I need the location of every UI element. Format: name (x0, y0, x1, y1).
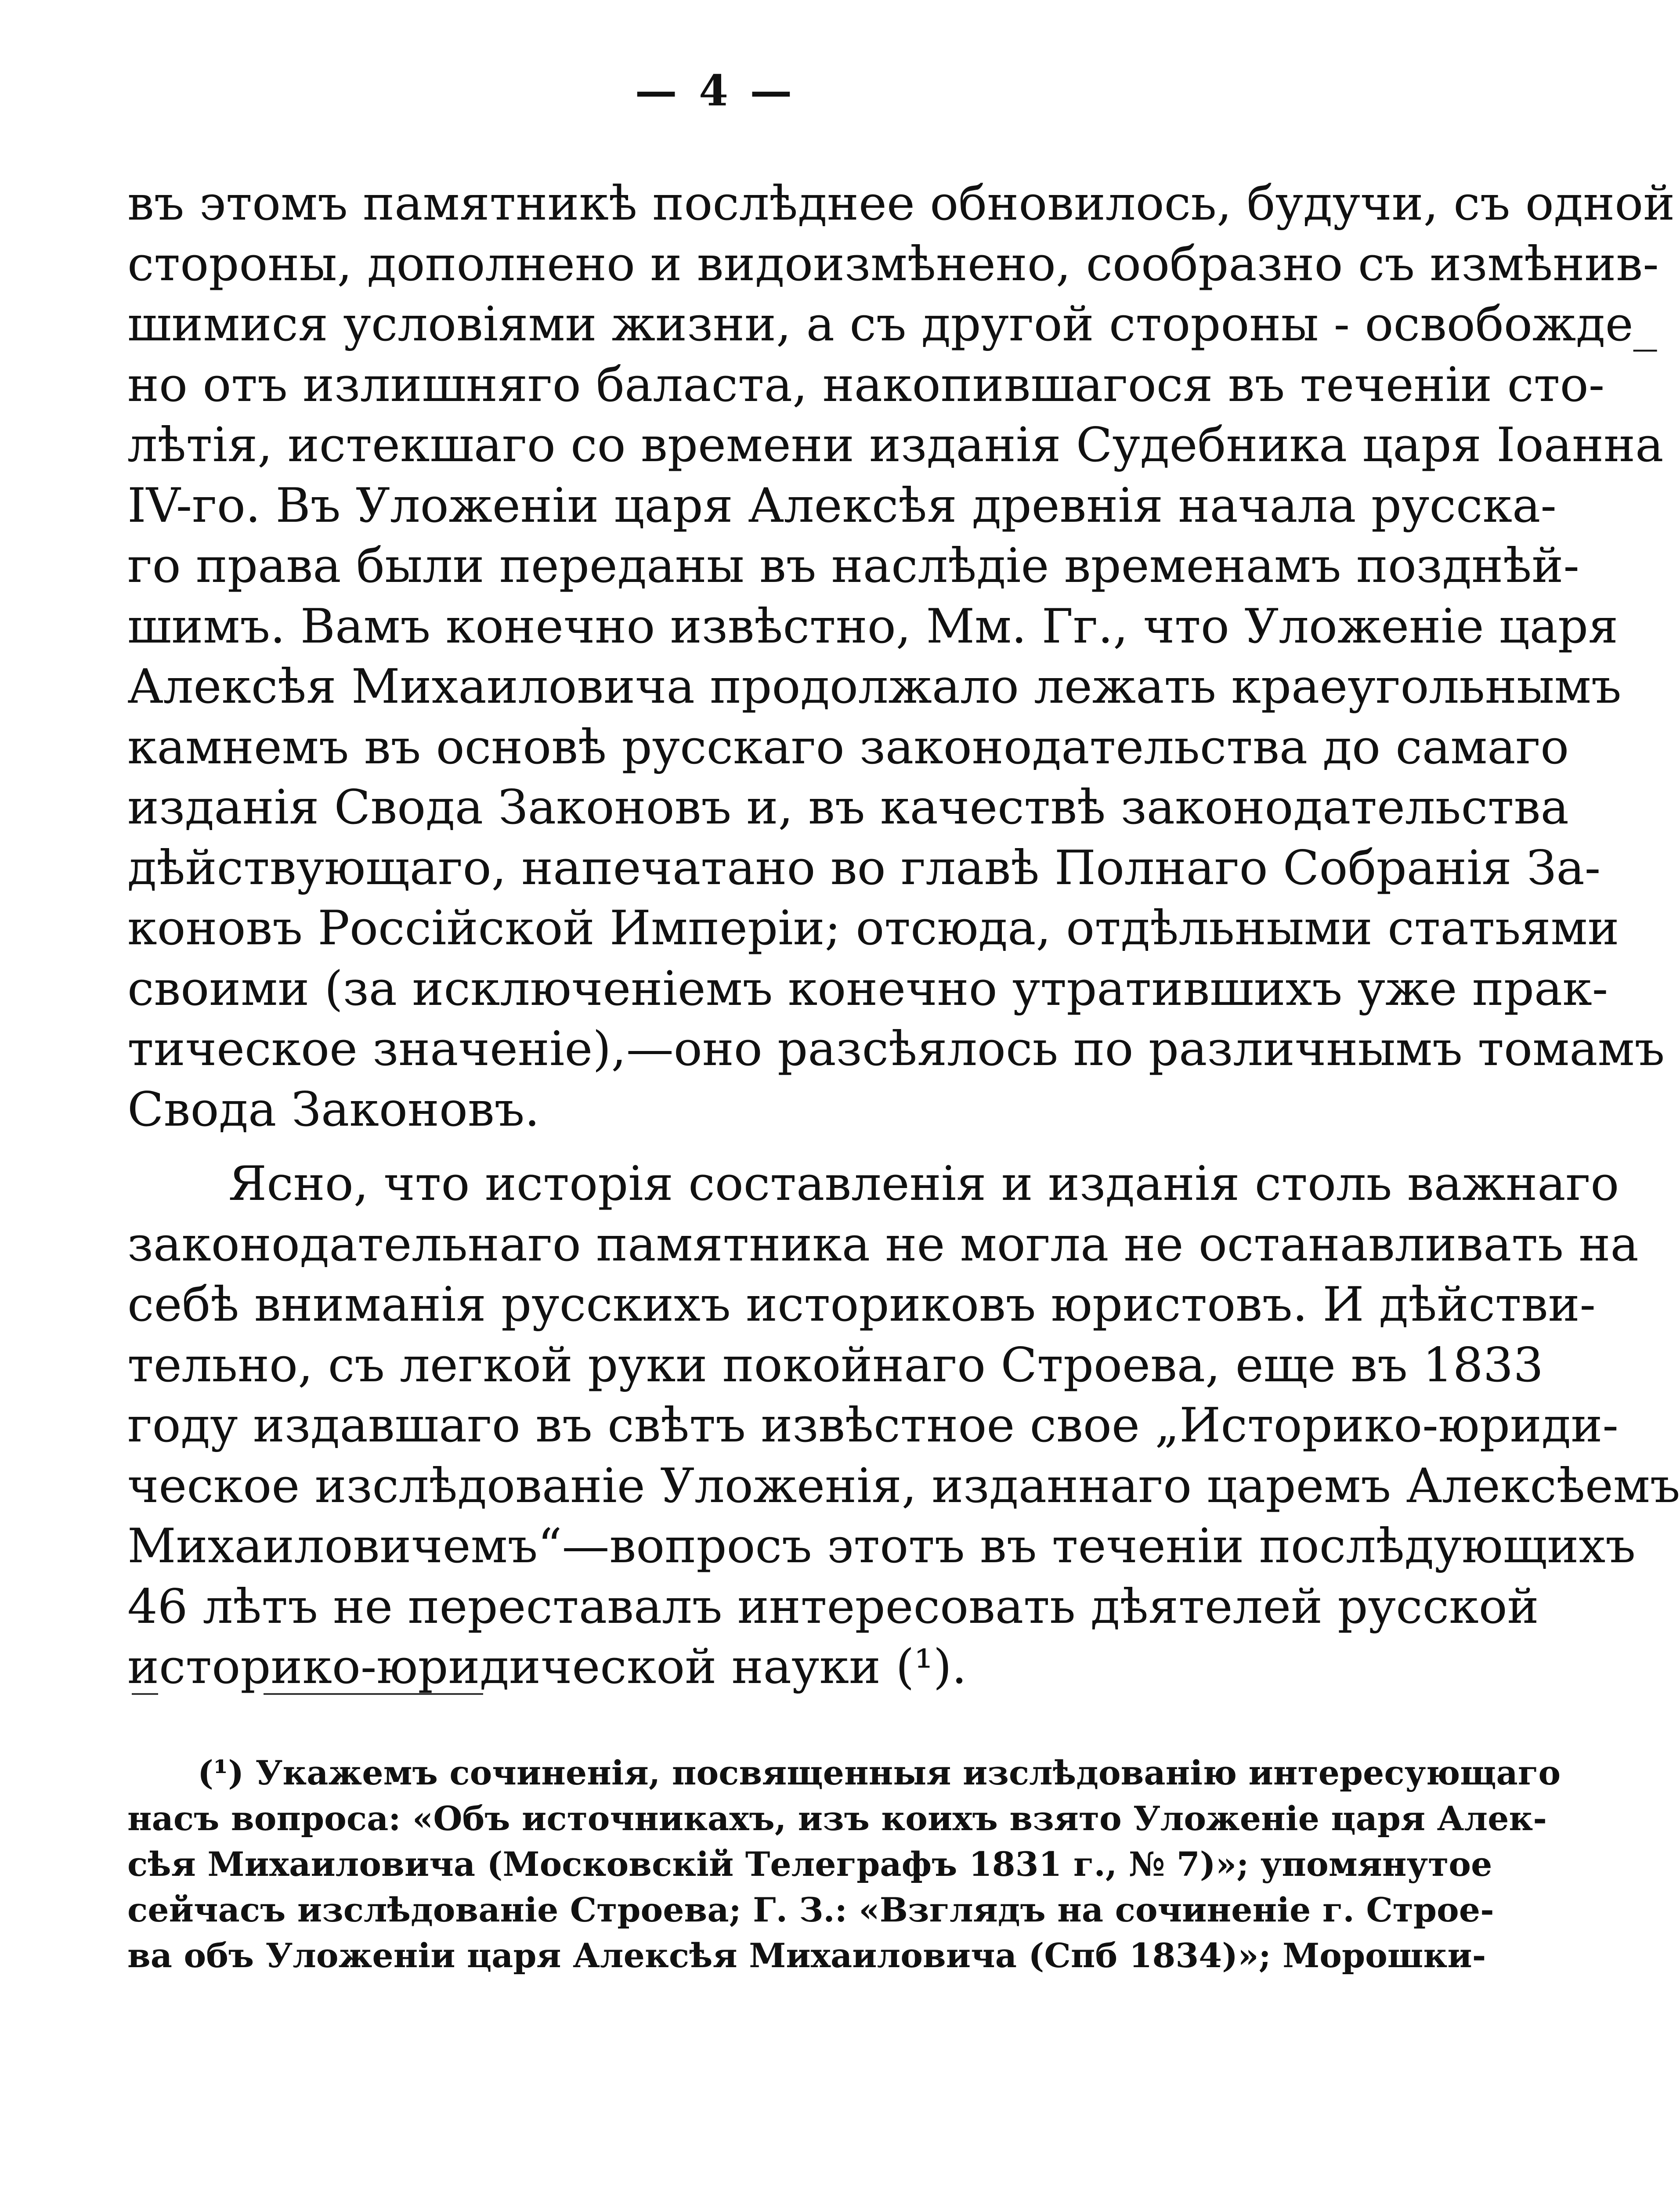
footnote-line: сейчасъ изслѣдованіе Строева; Г. З.: «Взглядъ на сочиненіе г. Строе- (127, 1890, 1494, 1929)
footnote (127, 1750, 1561, 1979)
text-line: шимъ. Вамъ конечно извѣстно, Мм. Гг., что Уложеніе царя (127, 599, 1619, 654)
footnote-line: (¹) Укажемъ сочиненія, посвященныя изслѣдованію интересующаго (198, 1753, 1561, 1792)
text-line: го права были переданы въ наслѣдіе временамъ позднѣй- (127, 538, 1579, 593)
text-line: году издавшаго въ свѣтъ извѣстное свое „Историко-юриди- (127, 1398, 1619, 1453)
text-line: тическое значеніе),—оно разсѣялось по различнымъ томамъ (127, 1022, 1665, 1076)
text-line: камнемъ въ основѣ русскаго законодательства до самаго (127, 719, 1569, 775)
text-line: но отъ излишняго баласта, накопившагося въ теченіи сто- (127, 357, 1605, 412)
footnote-line: насъ вопроса: «Объ источникахъ, изъ коихъ взято Уложеніе царя Алек- (127, 1799, 1547, 1838)
text-line: IV-го. Въ Уложеніи царя Алексѣя древнія начала русска- (127, 478, 1557, 533)
text-line: 46 лѣтъ не переставалъ интересовать дѣятелей русской (127, 1579, 1539, 1634)
footnote-divider (132, 1693, 158, 1695)
text-line: себѣ вниманія русскихъ историковъ юристовъ. И дѣйстви- (127, 1277, 1596, 1332)
text-line: Михаиловичемъ“—вопросъ этотъ въ теченіи послѣдующихъ (127, 1519, 1636, 1574)
text-line: коновъ Россійской Имперіи; отсюда, отдѣльными статьями (127, 901, 1619, 956)
footnote-line: сѣя Михаиловича (Московскій Телеграфъ 1831 г., № 7)»; упомянутое (127, 1845, 1492, 1884)
text-line: дѣйствующаго, напечатано во главѣ Полнаго Собранія За- (127, 840, 1601, 896)
text-line: своими (за исключеніемъ конечно утратившихъ уже прак- (127, 961, 1608, 1016)
text-line: Свода Законовъ. (127, 1082, 540, 1137)
text-line: изданія Свода Законовъ и, въ качествѣ законодательства (127, 780, 1569, 835)
text-line: законодательнаго памятника не могла не останавливать на (127, 1217, 1639, 1272)
text-line: тельно, съ легкой руки покойнаго Строева, еще въ 1833 (127, 1337, 1544, 1393)
text-line: стороны, дополнено и видоизмѣнено, сообразно съ измѣнив- (127, 236, 1659, 292)
footnote-line: ва объ Уложеніи царя Алексѣя Михаиловича (Спб 1834)»; Морошки- (127, 1936, 1486, 1975)
main-text (127, 173, 1680, 1698)
text-line: шимися условіями жизни, а съ другой стороны - освобожде_ (127, 297, 1657, 352)
text-line: Ясно, что исторія составленія и изданія столь важнаго (228, 1156, 1619, 1211)
page-number: — 4 — (635, 66, 796, 116)
text-line: историко-юридической науки (¹). (127, 1640, 967, 1694)
footnote-divider (264, 1693, 483, 1695)
text-line: Алексѣя Михаиловича продолжало лежать краеугольнымъ (127, 659, 1622, 714)
text-line: ческое изслѣдованіе Уложенія, изданнаго царемъ Алексѣемъ (127, 1458, 1680, 1513)
text-line: лѣтія, истекшаго со времени изданія Судебника царя Іоанна (127, 418, 1664, 473)
text-line: въ этомъ памятникѣ послѣднее обновилось, будучи, съ одной (127, 176, 1675, 231)
